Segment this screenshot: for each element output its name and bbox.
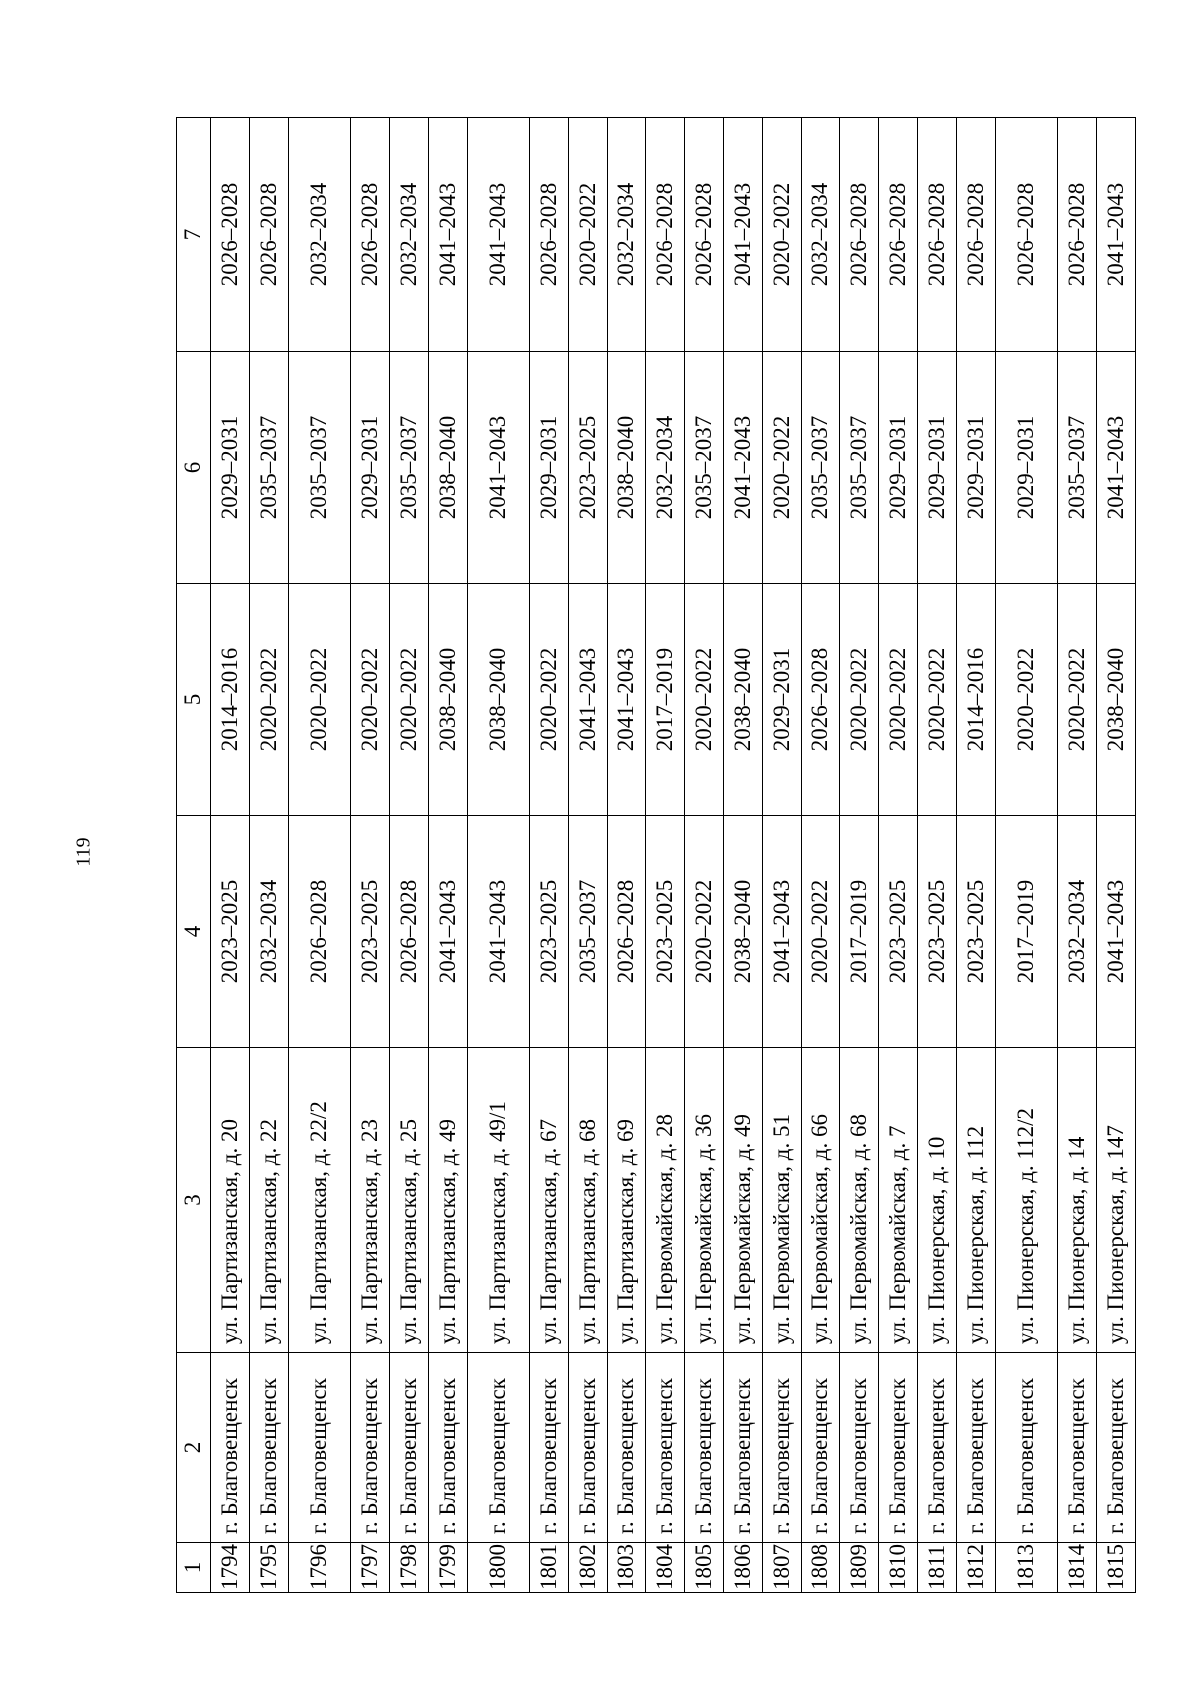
city-cell: г. Благовещенск bbox=[428, 1353, 467, 1543]
row-number-cell: 1814 bbox=[1058, 1543, 1097, 1593]
address-cell: ул. Пионерская, д. 14 bbox=[1058, 1048, 1097, 1353]
period-cell: 2023–2025 bbox=[879, 816, 918, 1048]
period-cell: 2041–2043 bbox=[1096, 816, 1135, 1048]
address-cell: ул. Первомайская, д. 51 bbox=[762, 1048, 801, 1353]
column-header: 2 bbox=[177, 1353, 211, 1543]
period-cell: 2017–2019 bbox=[840, 816, 879, 1048]
period-cell: 2020–2022 bbox=[801, 816, 840, 1048]
table-row bbox=[389, 118, 428, 1593]
period-cell: 2041–2043 bbox=[1096, 118, 1135, 352]
period-cell: 2035–2037 bbox=[840, 352, 879, 584]
table-row bbox=[646, 118, 685, 1593]
period-cell: 2041–2043 bbox=[467, 816, 530, 1048]
table-row bbox=[685, 118, 724, 1593]
city-cell: г. Благовещенск bbox=[646, 1353, 685, 1543]
page-number: 119 bbox=[72, 837, 95, 867]
period-cell: 2032–2034 bbox=[607, 118, 646, 352]
city-cell: г. Благовещенск bbox=[1096, 1353, 1135, 1543]
row-number-cell: 1810 bbox=[879, 1543, 918, 1593]
period-cell: 2020–2022 bbox=[685, 816, 724, 1048]
period-cell: 2029–2031 bbox=[995, 352, 1058, 584]
period-cell: 2029–2031 bbox=[956, 352, 995, 584]
period-cell: 2020–2022 bbox=[840, 584, 879, 816]
period-cell: 2020–2022 bbox=[389, 584, 428, 816]
period-cell: 2020–2022 bbox=[762, 352, 801, 584]
row-number-cell: 1798 bbox=[389, 1543, 428, 1593]
address-cell: ул. Партизанская, д. 67 bbox=[530, 1048, 569, 1353]
column-header: 4 bbox=[177, 816, 211, 1048]
table-row bbox=[467, 118, 530, 1593]
period-cell: 2020–2022 bbox=[879, 584, 918, 816]
city-cell: г. Благовещенск bbox=[917, 1353, 956, 1543]
period-cell: 2020–2022 bbox=[917, 584, 956, 816]
period-cell: 2041–2043 bbox=[467, 118, 530, 352]
period-cell: 2020–2022 bbox=[1058, 584, 1097, 816]
address-cell: ул. Партизанская, д. 69 bbox=[607, 1048, 646, 1353]
row-number-cell: 1806 bbox=[724, 1543, 763, 1593]
city-cell: г. Благовещенск bbox=[801, 1353, 840, 1543]
period-cell: 2041–2043 bbox=[724, 118, 763, 352]
city-cell: г. Благовещенск bbox=[568, 1353, 607, 1543]
period-cell: 2017–2019 bbox=[646, 584, 685, 816]
city-cell: г. Благовещенск bbox=[995, 1353, 1058, 1543]
row-number-cell: 1801 bbox=[530, 1543, 569, 1593]
period-cell: 2023–2025 bbox=[646, 816, 685, 1048]
city-cell: г. Благовещенск bbox=[685, 1353, 724, 1543]
table-row bbox=[801, 118, 840, 1593]
period-cell: 2029–2031 bbox=[530, 352, 569, 584]
period-cell: 2026–2028 bbox=[801, 584, 840, 816]
city-cell: г. Благовещенск bbox=[467, 1353, 530, 1543]
city-cell: г. Благовещенск bbox=[530, 1353, 569, 1543]
table-row bbox=[1058, 118, 1097, 1593]
period-cell: 2026–2028 bbox=[917, 118, 956, 352]
period-cell: 2041–2043 bbox=[724, 352, 763, 584]
period-cell: 2026–2028 bbox=[956, 118, 995, 352]
address-cell: ул. Первомайская, д. 49 bbox=[724, 1048, 763, 1353]
period-cell: 2020–2022 bbox=[568, 118, 607, 352]
city-cell: г. Благовещенск bbox=[840, 1353, 879, 1543]
address-cell: ул. Партизанская, д. 22 bbox=[249, 1048, 288, 1353]
table-row bbox=[351, 118, 390, 1593]
table-row bbox=[762, 118, 801, 1593]
row-number-cell: 1803 bbox=[607, 1543, 646, 1593]
period-cell: 2035–2037 bbox=[685, 352, 724, 584]
period-cell: 2032–2034 bbox=[249, 816, 288, 1048]
address-cell: ул. Пионерская, д. 112 bbox=[956, 1048, 995, 1353]
row-number-cell: 1811 bbox=[917, 1543, 956, 1593]
address-cell: ул. Пионерская, д. 147 bbox=[1096, 1048, 1135, 1353]
city-cell: г. Благовещенск bbox=[288, 1353, 351, 1543]
table-row bbox=[917, 118, 956, 1593]
table-row bbox=[724, 118, 763, 1593]
table-row bbox=[530, 118, 569, 1593]
period-cell: 2035–2037 bbox=[389, 352, 428, 584]
period-cell: 2032–2034 bbox=[801, 118, 840, 352]
period-cell: 2026–2028 bbox=[530, 118, 569, 352]
address-cell: ул. Партизанская, д. 49/1 bbox=[467, 1048, 530, 1353]
period-cell: 2041–2043 bbox=[762, 816, 801, 1048]
address-cell: ул. Пионерская, д. 112/2 bbox=[995, 1048, 1058, 1353]
period-cell: 2032–2034 bbox=[288, 118, 351, 352]
table-row bbox=[1096, 118, 1135, 1593]
period-cell: 2026–2028 bbox=[1058, 118, 1097, 352]
period-cell: 2020–2022 bbox=[351, 584, 390, 816]
period-cell: 2014–2016 bbox=[211, 584, 250, 816]
row-number-cell: 1809 bbox=[840, 1543, 879, 1593]
period-cell: 2035–2037 bbox=[1058, 352, 1097, 584]
period-cell: 2026–2028 bbox=[646, 118, 685, 352]
city-cell: г. Благовещенск bbox=[1058, 1353, 1097, 1543]
period-cell: 2032–2034 bbox=[1058, 816, 1097, 1048]
period-cell: 2023–2025 bbox=[211, 816, 250, 1048]
table-row bbox=[879, 118, 918, 1593]
period-cell: 2014–2016 bbox=[956, 584, 995, 816]
table-container bbox=[176, 118, 1136, 1593]
table-row bbox=[288, 118, 351, 1593]
period-cell: 2026–2028 bbox=[288, 816, 351, 1048]
table-row bbox=[956, 118, 995, 1593]
period-cell: 2035–2037 bbox=[568, 816, 607, 1048]
row-number-cell: 1797 bbox=[351, 1543, 390, 1593]
row-number-cell: 1794 bbox=[211, 1543, 250, 1593]
table-row bbox=[995, 118, 1058, 1593]
period-cell: 2020–2022 bbox=[249, 584, 288, 816]
period-cell: 2038–2040 bbox=[607, 352, 646, 584]
city-cell: г. Благовещенск bbox=[211, 1353, 250, 1543]
period-cell: 2029–2031 bbox=[879, 352, 918, 584]
address-cell: ул. Первомайская, д. 68 bbox=[840, 1048, 879, 1353]
period-cell: 2038–2040 bbox=[724, 816, 763, 1048]
city-cell: г. Благовещенск bbox=[249, 1353, 288, 1543]
period-cell: 2029–2031 bbox=[211, 352, 250, 584]
period-cell: 2029–2031 bbox=[762, 584, 801, 816]
period-cell: 2026–2028 bbox=[351, 118, 390, 352]
period-cell: 2020–2022 bbox=[288, 584, 351, 816]
table-body bbox=[211, 118, 1136, 1593]
period-cell: 2026–2028 bbox=[249, 118, 288, 352]
address-cell: ул. Партизанская, д. 23 bbox=[351, 1048, 390, 1353]
row-number-cell: 1805 bbox=[685, 1543, 724, 1593]
period-cell: 2026–2028 bbox=[685, 118, 724, 352]
period-cell: 2035–2037 bbox=[249, 352, 288, 584]
period-cell: 2023–2025 bbox=[351, 816, 390, 1048]
row-number-cell: 1799 bbox=[428, 1543, 467, 1593]
period-cell: 2038–2040 bbox=[428, 584, 467, 816]
row-number-cell: 1795 bbox=[249, 1543, 288, 1593]
table-row bbox=[607, 118, 646, 1593]
period-cell: 2032–2034 bbox=[646, 352, 685, 584]
period-cell: 2029–2031 bbox=[351, 352, 390, 584]
row-number-cell: 1808 bbox=[801, 1543, 840, 1593]
period-cell: 2038–2040 bbox=[467, 584, 530, 816]
period-cell: 2038–2040 bbox=[1096, 584, 1135, 816]
address-cell: ул. Партизанская, д. 68 bbox=[568, 1048, 607, 1353]
address-cell: ул. Первомайская, д. 66 bbox=[801, 1048, 840, 1353]
period-cell: 2035–2037 bbox=[288, 352, 351, 584]
row-number-cell: 1796 bbox=[288, 1543, 351, 1593]
period-cell: 2020–2022 bbox=[685, 584, 724, 816]
city-cell: г. Благовещенск bbox=[351, 1353, 390, 1543]
city-cell: г. Благовещенск bbox=[607, 1353, 646, 1543]
period-cell: 2041–2043 bbox=[428, 118, 467, 352]
period-cell: 2020–2022 bbox=[762, 118, 801, 352]
address-cell: ул. Партизанская, д. 22/2 bbox=[288, 1048, 351, 1353]
period-cell: 2041–2043 bbox=[568, 584, 607, 816]
row-number-cell: 1812 bbox=[956, 1543, 995, 1593]
period-cell: 2026–2028 bbox=[607, 816, 646, 1048]
row-number-cell: 1802 bbox=[568, 1543, 607, 1593]
address-cell: ул. Партизанская, д. 25 bbox=[389, 1048, 428, 1353]
schedule-table bbox=[176, 117, 1136, 1593]
column-header: 1 bbox=[177, 1543, 211, 1593]
address-cell: ул. Пионерская, д. 10 bbox=[917, 1048, 956, 1353]
address-cell: ул. Первомайская, д. 28 bbox=[646, 1048, 685, 1353]
period-cell: 2026–2028 bbox=[879, 118, 918, 352]
row-number-cell: 1800 bbox=[467, 1543, 530, 1593]
column-header: 7 bbox=[177, 118, 211, 352]
period-cell: 2023–2025 bbox=[956, 816, 995, 1048]
period-cell: 2017–2019 bbox=[995, 816, 1058, 1048]
header-row bbox=[177, 118, 211, 1593]
city-cell: г. Благовещенск bbox=[389, 1353, 428, 1543]
period-cell: 2023–2025 bbox=[568, 352, 607, 584]
period-cell: 2041–2043 bbox=[607, 584, 646, 816]
table-row bbox=[211, 118, 250, 1593]
row-number-cell: 1807 bbox=[762, 1543, 801, 1593]
period-cell: 2020–2022 bbox=[530, 584, 569, 816]
address-cell: ул. Партизанская, д. 20 bbox=[211, 1048, 250, 1353]
row-number-cell: 1813 bbox=[995, 1543, 1058, 1593]
period-cell: 2041–2043 bbox=[428, 816, 467, 1048]
table-row bbox=[568, 118, 607, 1593]
period-cell: 2035–2037 bbox=[801, 352, 840, 584]
period-cell: 2026–2028 bbox=[389, 816, 428, 1048]
row-number-cell: 1804 bbox=[646, 1543, 685, 1593]
address-cell: ул. Первомайская, д. 7 bbox=[879, 1048, 918, 1353]
period-cell: 2032–2034 bbox=[389, 118, 428, 352]
table-row bbox=[428, 118, 467, 1593]
address-cell: ул. Партизанская, д. 49 bbox=[428, 1048, 467, 1353]
table-row bbox=[840, 118, 879, 1593]
period-cell: 2023–2025 bbox=[917, 816, 956, 1048]
column-header: 6 bbox=[177, 352, 211, 584]
period-cell: 2038–2040 bbox=[428, 352, 467, 584]
period-cell: 2026–2028 bbox=[995, 118, 1058, 352]
table-row bbox=[249, 118, 288, 1593]
city-cell: г. Благовещенск bbox=[956, 1353, 995, 1543]
period-cell: 2023–2025 bbox=[530, 816, 569, 1048]
column-header: 3 bbox=[177, 1048, 211, 1353]
column-header: 5 bbox=[177, 584, 211, 816]
period-cell: 2041–2043 bbox=[467, 352, 530, 584]
period-cell: 2020–2022 bbox=[995, 584, 1058, 816]
period-cell: 2041–2043 bbox=[1096, 352, 1135, 584]
period-cell: 2029–2031 bbox=[917, 352, 956, 584]
row-number-cell: 1815 bbox=[1096, 1543, 1135, 1593]
city-cell: г. Благовещенск bbox=[762, 1353, 801, 1543]
period-cell: 2026–2028 bbox=[211, 118, 250, 352]
city-cell: г. Благовещенск bbox=[724, 1353, 763, 1543]
period-cell: 2026–2028 bbox=[840, 118, 879, 352]
period-cell: 2038–2040 bbox=[724, 584, 763, 816]
city-cell: г. Благовещенск bbox=[879, 1353, 918, 1543]
address-cell: ул. Первомайская, д. 36 bbox=[685, 1048, 724, 1353]
